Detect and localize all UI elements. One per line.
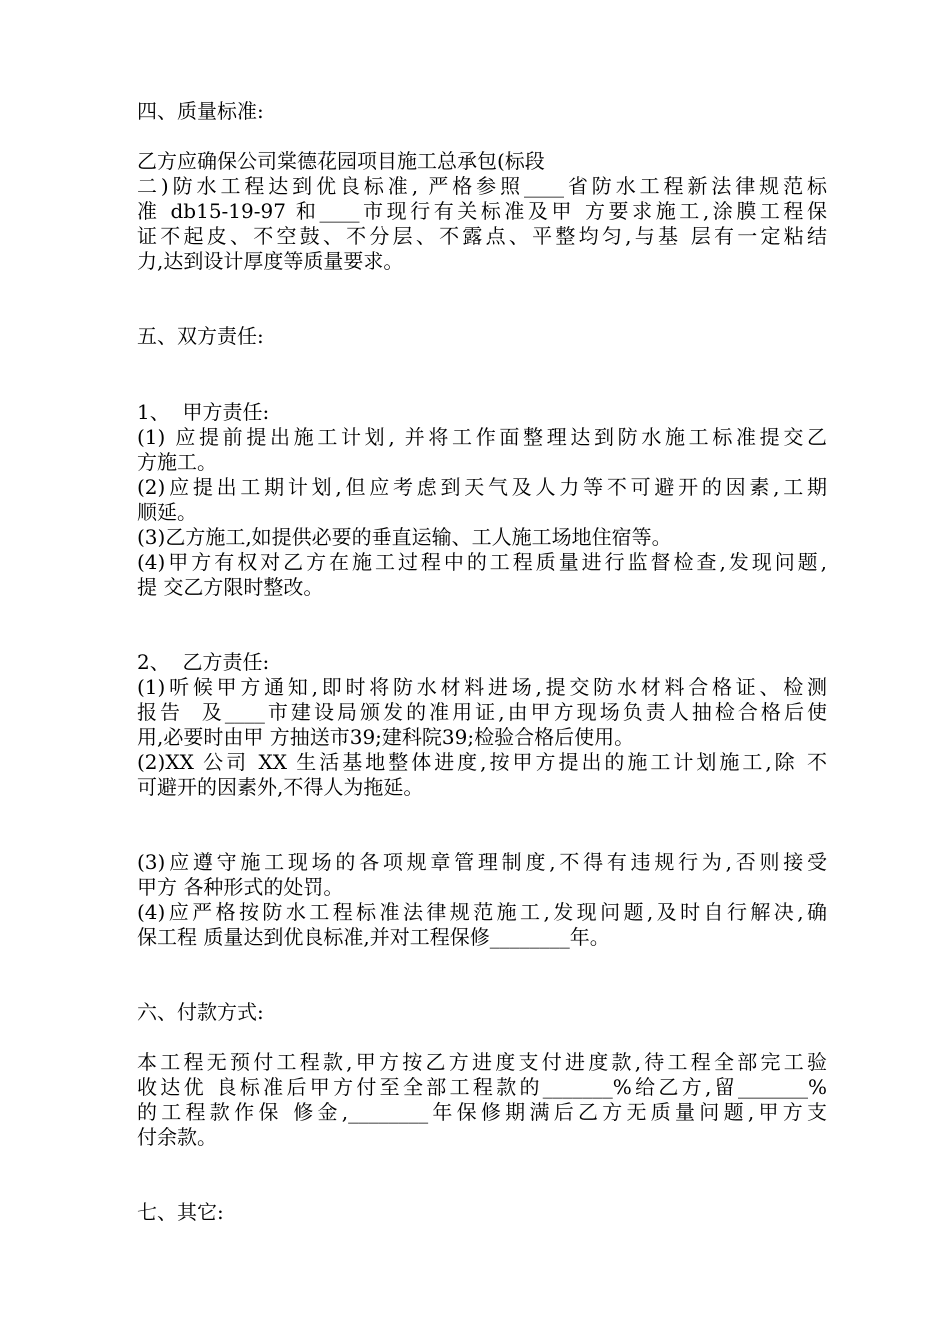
paragraph-line: (3)乙方施工,如提供必要的垂直运输、工人施工场地住宿等。 [137,525,672,549]
heading-quality-standard: 四、质量标准: [137,99,264,123]
paragraph-line: (4)应严格按防水工程标准法律规范施工,发现问题,及时自行解决,确 [137,900,827,924]
paragraph-line: 的工程款作保 修金,________年保修期满后乙方无质量问题,甲方支 [137,1100,827,1124]
heading-payment-method: 六、付款方式: [137,1000,264,1024]
paragraph-line: 力,达到设计厚度等质量要求。 [137,249,404,273]
paragraph-line: 可避开的因素外,不得人为拖延。 [137,775,424,799]
paragraph-line: 二)防水工程达到优良标准, 严格参照____省防水工程新法律规范标 [137,174,827,198]
heading-others: 七、其它: [137,1200,224,1224]
paragraph-line: 报告 及____市建设局颁发的准用证,由甲方现场负责人抽检合格后使 [137,700,827,724]
paragraph-line: (2)应提出工期计划,但应考虑到天气及人力等不可避开的因素,工期 [137,475,827,499]
paragraph-line: 保工程 质量达到优良标准,并对工程保修________年。 [137,925,610,949]
paragraph-line: 方施工。 [137,450,217,474]
paragraph-line: 提 交乙方限时整改。 [137,575,324,599]
paragraph-line: (1) 应提前提出施工计划, 并将工作面整理达到防水施工标准提交乙 [137,425,827,449]
subheading-party-a-responsibilities: 1、 甲方责任: [137,400,270,424]
paragraph-line: 顺延。 [137,500,197,524]
heading-mutual-responsibilities: 五、双方责任: [137,324,264,348]
paragraph-line: 准 db15-19-97 和____市现行有关标准及甲 方要求施工,涂膜工程保 [137,199,827,223]
subheading-party-b-responsibilities: 2、 乙方责任: [137,650,270,674]
paragraph-line: 甲方 各种形式的处罚。 [137,875,344,899]
paragraph-line: 付余款。 [137,1125,217,1149]
paragraph-line: (4)甲方有权对乙方在施工过程中的工程质量进行监督检查,发现问题, [137,550,827,574]
paragraph-line: (2)XX 公司 XX 生活基地整体进度,按甲方提出的施工计划施工,除 不 [137,750,827,774]
paragraph-line: (1)听候甲方通知,即时将防水材料进场,提交防水材料合格证、检测 [137,675,827,699]
paragraph-line: 收达优 良标准后甲方付至全部工程款的_______%给乙方,留_______% [137,1075,827,1099]
paragraph-line: 乙方应确保公司棠德花园项目施工总承包(标段 [137,149,545,173]
paragraph-line: (3)应遵守施工现场的各项规章管理制度,不得有违规行为,否则接受 [137,850,827,874]
paragraph-line: 证不起皮、不空鼓、不分层、不露点、平整均匀,与基 层有一定粘结 [137,224,827,248]
paragraph-line: 用,必要时由甲 方抽送市39;建科院39;检验合格后使用。 [137,725,635,749]
paragraph-line: 本工程无预付工程款,甲方按乙方进度支付进度款,待工程全部完工验 [137,1050,827,1074]
